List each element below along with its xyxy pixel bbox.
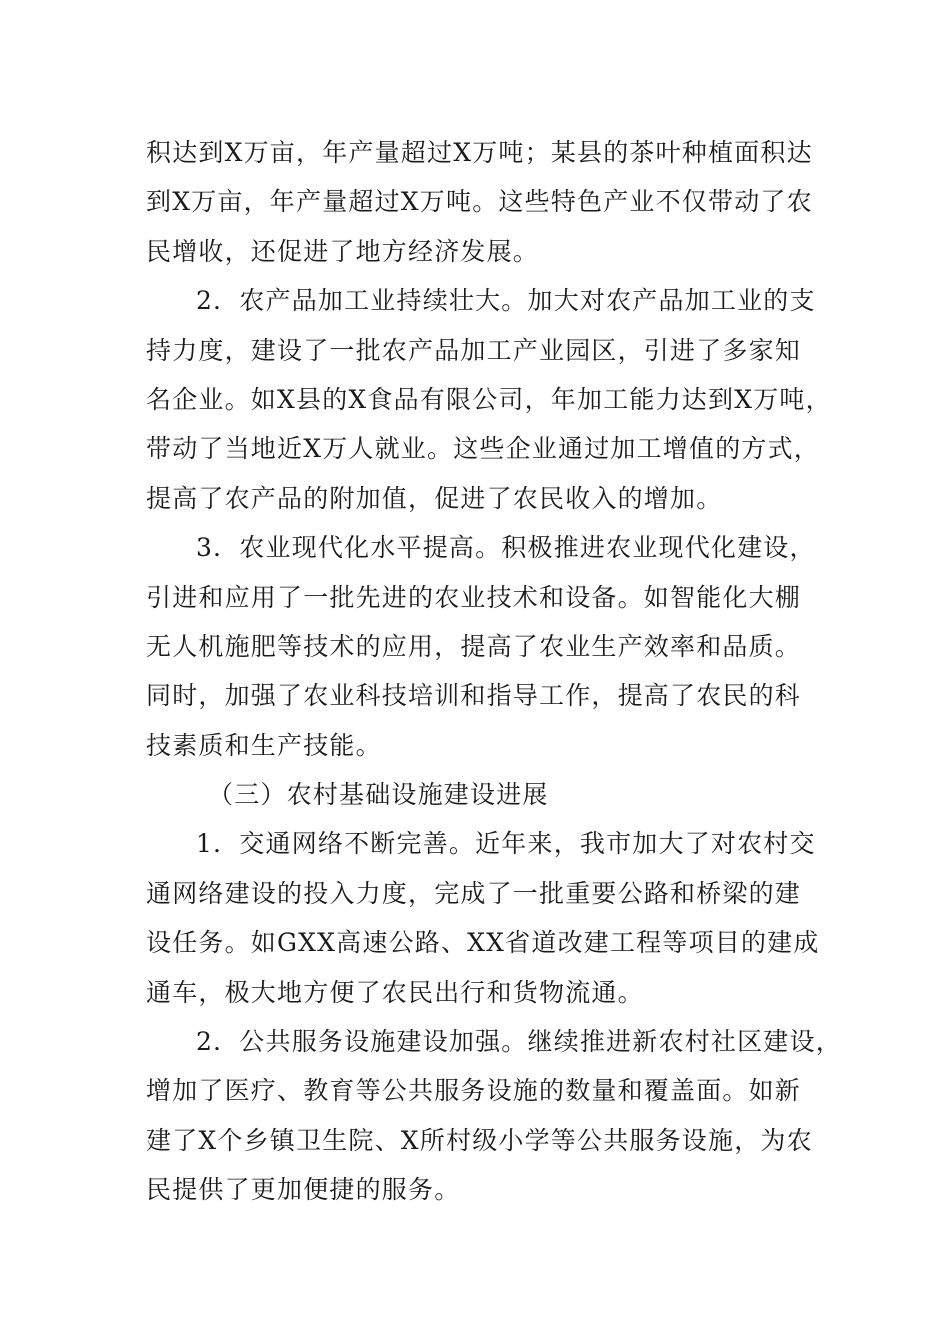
text-line: 名企业。如X县的X食品有限公司，年加工能力达到X万吨， bbox=[146, 384, 832, 414]
text-line: 民增收，还促进了地方经济发展。 bbox=[146, 236, 540, 266]
paragraph-start-line: 2．农产品加工业持续壮大。加大对农产品加工业的支 bbox=[196, 286, 816, 316]
section-heading: （三）农村基础设施建设进展 bbox=[208, 780, 549, 810]
text-line: 提高了农产品的附加值，促进了农民收入的增加。 bbox=[146, 483, 723, 513]
text-line: 积达到X万亩，年产量超过X万吨；某县的茶叶种植面积达 bbox=[146, 138, 813, 167]
text-line: 引进和应用了一批先进的农业技术和设备。如智能化大棚 bbox=[146, 582, 802, 612]
text-line: 到X万亩，年产量超过X万吨。这些特色产业不仅带动了农 bbox=[146, 187, 813, 217]
document-body bbox=[146, 128, 842, 1215]
paragraph-start-line: 3．农业现代化水平提高。积极推进农业现代化建设， bbox=[196, 533, 816, 563]
text-line: 建了X个乡镇卫生院、X所村级小学等公共服务设施，为农 bbox=[146, 1125, 813, 1155]
paragraph-start-line: 1．交通网络不断完善。近年来，我市加大了对农村交 bbox=[196, 829, 816, 859]
text-line: 通网络建设的投入力度，完成了一批重要公路和桥梁的建 bbox=[146, 878, 802, 908]
text-line: 无人机施肥等技术的应用，提高了农业生产效率和品质。 bbox=[146, 631, 802, 661]
text-line: 带动了当地近X万人就业。这些企业通过加工增值的方式， bbox=[146, 434, 821, 464]
text-line: 设任务。如GXX高速公路、XX省道改建工程等项目的建成 bbox=[146, 928, 820, 958]
paragraph-start-line: 2．公共服务设施建设加强。继续推进新农村社区建设， bbox=[196, 1027, 842, 1057]
text-line: 同时，加强了农业科技培训和指导工作，提高了农民的科 bbox=[146, 681, 802, 711]
text-line: 民提供了更加便捷的服务。 bbox=[146, 1175, 461, 1205]
text-line: 增加了医疗、教育等公共服务设施的数量和覆盖面。如新 bbox=[146, 1076, 802, 1106]
text-line: 技素质和生产技能。 bbox=[146, 730, 382, 760]
text-line: 通车，极大地方便了农民出行和货物流通。 bbox=[146, 977, 644, 1007]
text-line: 持力度，建设了一批农产品加工产业园区，引进了多家知 bbox=[146, 335, 802, 365]
